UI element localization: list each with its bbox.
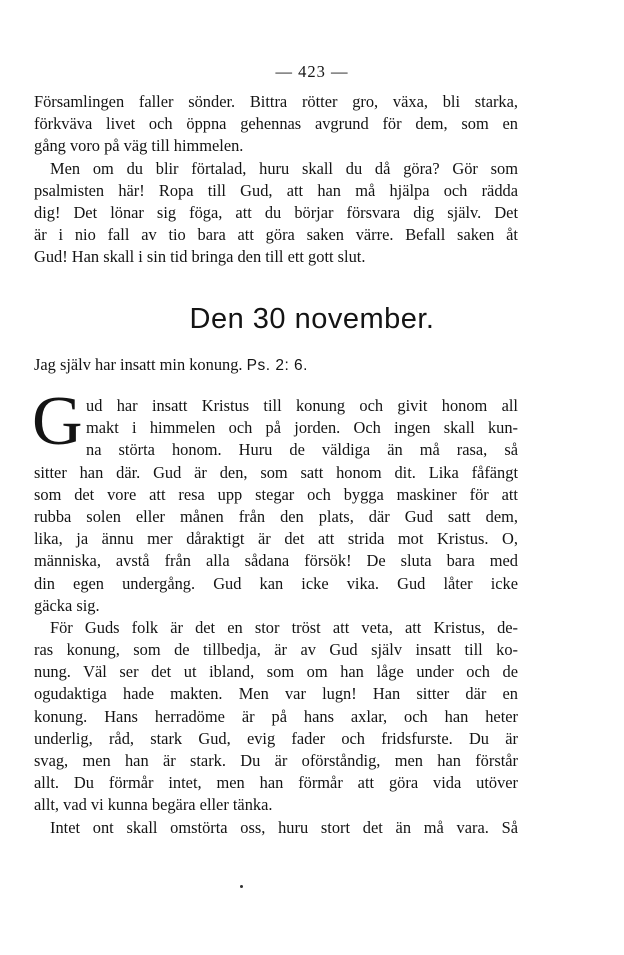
text-line: rubba solen eller månen från den plats, där Gud satt dem,	[34, 506, 518, 526]
text-line: ras konung, som de tillbedja, är av Gud själv insatt till ko-	[34, 640, 518, 660]
text-line: dig! Det lönar sig föga, att du börjar försvara dig själv. Det	[34, 202, 518, 222]
text-line: ogudaktiga hade makten. Men var lugn! Han sitter där en	[34, 684, 518, 704]
text-line: människa, avstå från alla sådana försök! De sluta bara med	[34, 551, 518, 571]
text-line: gäcka sig.	[34, 595, 100, 615]
section-heading: Den 30 november.	[189, 303, 435, 335]
top-text-block	[34, 91, 518, 269]
text-line: din egen undergång. Gud kan icke vika. Gud låter icke	[34, 573, 518, 593]
text-line: Församlingen faller sönder. Bittra rötter gro, växa, bli starka,	[34, 92, 518, 111]
body-text-block	[34, 395, 518, 839]
text-line: konung. Hans herradöme är på hans axlar, och han heter	[34, 706, 518, 726]
drop-cap: G	[32, 383, 83, 460]
text-line: Men om du blir förtalad, huru skall du då göra? Gör som	[50, 158, 518, 178]
text-line: Intet ont skall omstörta oss, huru stort det än må vara. Så	[50, 817, 518, 837]
text-line: ud har insatt Kristus till konung och givit honom all	[86, 396, 518, 415]
motto	[34, 354, 518, 377]
motto-text: Jag själv har insatt min konung.	[34, 355, 243, 374]
text-line: gång voro på väg till himmelen.	[34, 136, 244, 156]
text-line: är i nio fall av tio bara att göra saken värre. Befall saken åt	[34, 225, 518, 245]
print-speck	[240, 885, 243, 888]
motto-reference: Ps. 2: 6.	[246, 357, 308, 374]
text-line: sitter han där. Gud är den, som satt honom dit. Lika fåfängt	[34, 462, 518, 482]
text-line: lika, ja ännu mer dåraktigt är det att strida mot Kristus. O,	[34, 529, 518, 549]
text-line: makt i himmelen och på jorden. Och ingen skall kun-	[86, 418, 518, 438]
text-line: Gud! Han skall i sin tid bringa den till ett gott slut.	[34, 247, 366, 267]
text-line: allt, vad vi kunna begära eller tänka.	[34, 795, 273, 815]
text-line: som det vore att resa upp stegar och bygga maskiner för att	[34, 484, 518, 504]
text-line: nung. Väl ser det ut ibland, som om han låge under och de	[34, 662, 518, 682]
page-number: — 423 —	[275, 62, 349, 81]
text-line: underlig, råd, stark Gud, evig fader och fridsfurste. Du är	[34, 728, 518, 748]
text-line: svag, men han är stark. Du är oförståndig, men han förstår	[34, 751, 518, 770]
text-line: allt. Du förmår intet, men han förmår att göra vida utöver	[34, 773, 518, 793]
text-line: För Guds folk är det en stor tröst att veta, att Kristus, de-	[50, 617, 518, 637]
text-line: na störta honom. Huru de väldiga än må rasa, så	[86, 440, 518, 460]
text-line: förkväva livet och öppna gehennas avgrund för dem, som en	[34, 114, 518, 134]
text-line: psalmisten här! Ropa till Gud, att han må hjälpa och rädda	[34, 180, 518, 200]
